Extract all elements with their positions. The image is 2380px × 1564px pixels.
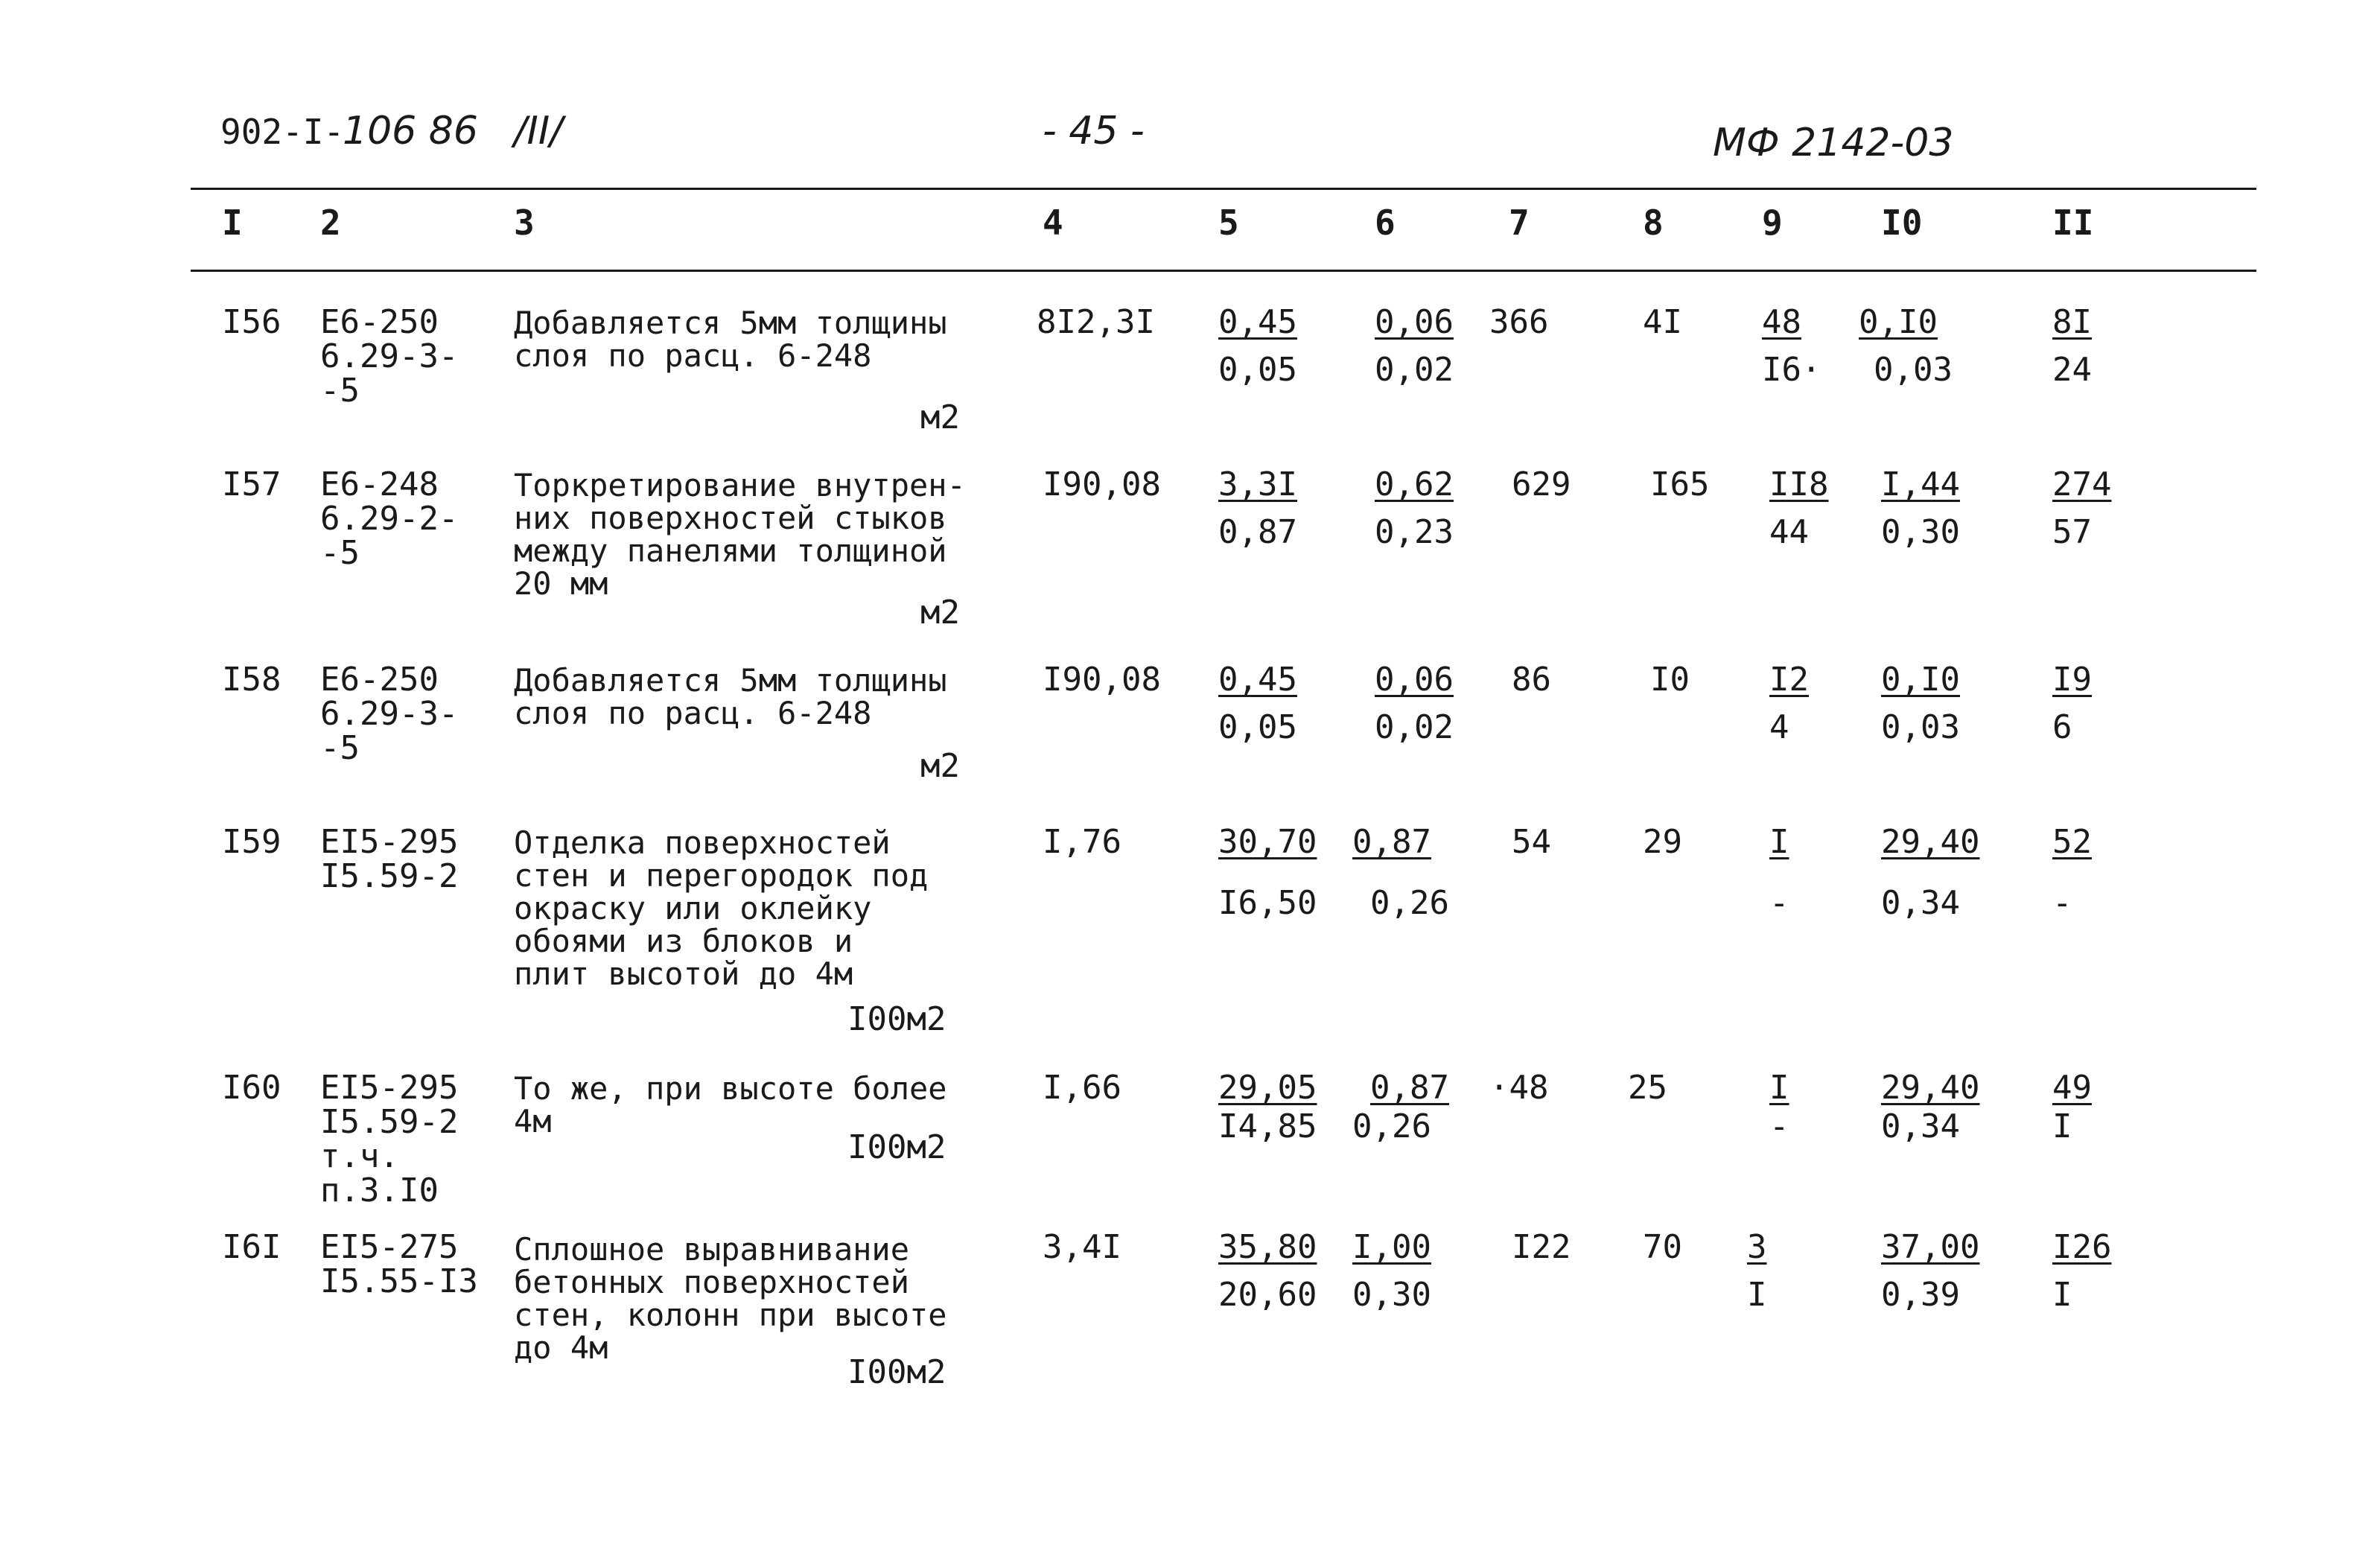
col6-bottom: 0,23 [1375, 513, 1454, 551]
row-number: I58 [222, 661, 281, 699]
rate-code: ЕI5-295 I5.59-2 т.ч. п.3.I0 [320, 1069, 459, 1209]
header-rule-top [191, 188, 2256, 190]
col6-top: 0,62 [1375, 465, 1454, 503]
col6-top: I,00 [1352, 1228, 1431, 1266]
col8: I0 [1650, 661, 1690, 699]
col5-bottom: 0,05 [1218, 708, 1297, 746]
col11-bottom: I [2052, 1276, 2072, 1314]
unit: I00м2 [847, 1353, 946, 1391]
col9-bottom: 4 [1769, 708, 1789, 746]
reference-code: МФ 2142-03 [1713, 121, 1954, 165]
quantity: 3,4I [1043, 1228, 1121, 1266]
col5-bottom: 0,05 [1218, 351, 1297, 389]
col11-top: 8I [2052, 303, 2092, 341]
col6-top: 0,06 [1375, 661, 1454, 699]
col11-bottom: - [2052, 884, 2072, 922]
col-5-header: 5 [1218, 203, 1239, 243]
col5-top: 3,3I [1218, 465, 1297, 503]
col11-top: 49 [2052, 1069, 2092, 1107]
col-3-header: 3 [514, 203, 535, 243]
col-6-header: 6 [1375, 203, 1396, 243]
col9-top: 3 [1747, 1228, 1767, 1266]
col7: 54 [1512, 823, 1551, 861]
col7: 366 [1489, 303, 1549, 341]
unit: м2 [920, 747, 960, 785]
col7: 629 [1512, 465, 1571, 503]
col5-top: 29,05 [1218, 1069, 1317, 1107]
work-description: Отделка поверхностей стен и перегородок под окраску или оклейку обоями из блоков и плит высотой до 4м [514, 824, 929, 992]
work-description: Добавляется 5мм толщины слоя по расц. 6-248 [514, 662, 947, 731]
col5-bottom: 20,60 [1218, 1276, 1317, 1314]
col10-top: I,44 [1881, 465, 1960, 503]
col9-top: I [1769, 823, 1789, 861]
col11-bottom: 57 [2052, 513, 2092, 551]
col10-bottom: 0,03 [1874, 351, 1953, 389]
col10-bottom: 0,34 [1881, 1107, 1960, 1145]
col10-top: 0,I0 [1881, 661, 1960, 699]
col11-top: I26 [2052, 1228, 2112, 1266]
col10-top: 29,40 [1881, 823, 1980, 861]
col11-bottom: I [2052, 1107, 2072, 1145]
rate-code: Е6-250 6.29-3- -5 [320, 303, 459, 410]
col7: I22 [1512, 1228, 1571, 1266]
col5-top: 0,45 [1218, 303, 1297, 341]
rate-code: ЕI5-295 I5.59-2 [320, 823, 459, 895]
col-7-header: 7 [1509, 203, 1530, 243]
unit: I00м2 [847, 1000, 946, 1038]
col9-top: 48 [1762, 303, 1801, 341]
col7: 86 [1512, 661, 1551, 699]
unit: м2 [920, 398, 960, 436]
row-number: I6I [222, 1228, 281, 1266]
col9-top: I [1769, 1069, 1789, 1107]
row-number: I60 [222, 1069, 281, 1107]
work-description: То же, при высоте более 4м [514, 1070, 947, 1139]
work-description: Торкретирование внутрен- них поверхностей стыков между панелями толщиной 20 мм [514, 467, 966, 602]
rate-code: Е6-248 6.29-2- -5 [320, 465, 459, 572]
col10-top: 37,00 [1881, 1228, 1980, 1266]
header-rule-bottom [191, 270, 2256, 272]
sheet-number: /II/ [514, 109, 563, 153]
col5-top: 0,45 [1218, 661, 1297, 699]
col-8-header: 8 [1643, 203, 1664, 243]
col-10-header: I0 [1881, 203, 1923, 243]
col8: I65 [1650, 465, 1710, 503]
row-number: I57 [222, 465, 281, 503]
unit: м2 [920, 594, 960, 632]
col9-top: I2 [1769, 661, 1809, 699]
quantity: I,66 [1043, 1069, 1121, 1107]
page-number: - 45 - [1043, 109, 1145, 153]
col10-top: 29,40 [1881, 1069, 1980, 1107]
col6-bottom: 0,30 [1352, 1276, 1431, 1314]
col5-bottom: I6,50 [1218, 884, 1317, 922]
rate-code: Е6-250 6.29-3- -5 [320, 661, 459, 767]
col6-bottom: 0,02 [1375, 351, 1454, 389]
col-9-header: 9 [1762, 203, 1783, 243]
col8: 29 [1643, 823, 1682, 861]
col6-bottom: 0,02 [1375, 708, 1454, 746]
quantity: I90,08 [1043, 465, 1161, 503]
col11-bottom: 24 [2052, 351, 2092, 389]
quantity: I90,08 [1043, 661, 1161, 699]
quantity: I,76 [1043, 823, 1121, 861]
col10-bottom: 0,39 [1881, 1276, 1960, 1314]
doc-code-handwritten: 106 86 [343, 109, 478, 153]
unit: I00м2 [847, 1128, 946, 1166]
col5-top: 35,80 [1218, 1228, 1317, 1266]
col-4-header: 4 [1043, 203, 1063, 243]
col6-top: 0,06 [1375, 303, 1454, 341]
col10-bottom: 0,03 [1881, 708, 1960, 746]
col10-bottom: 0,30 [1881, 513, 1960, 551]
col8: 70 [1643, 1228, 1682, 1266]
col9-bottom: - [1769, 884, 1789, 922]
col6-bottom: 0,26 [1352, 1107, 1431, 1145]
row-number: I56 [222, 303, 281, 341]
col7: ·48 [1489, 1069, 1549, 1107]
col8: 4I [1643, 303, 1682, 341]
col9-bottom: - [1769, 1107, 1789, 1145]
col5-bottom: I4,85 [1218, 1107, 1317, 1145]
col10-bottom: 0,34 [1881, 884, 1960, 922]
col9-bottom: 44 [1769, 513, 1809, 551]
col9-top: II8 [1769, 465, 1829, 503]
work-description: Добавляется 5мм толщины слоя по расц. 6-248 [514, 305, 947, 374]
col6-top: 0,87 [1352, 823, 1431, 861]
col6-top: 0,87 [1370, 1069, 1449, 1107]
col6-bottom: 0,26 [1370, 884, 1449, 922]
col9-bottom: I6· [1762, 351, 1821, 389]
col11-top: 52 [2052, 823, 2092, 861]
col11-top: 274 [2052, 465, 2112, 503]
col5-top: 30,70 [1218, 823, 1317, 861]
doc-code: 902-I- [220, 112, 345, 152]
col11-bottom: 6 [2052, 708, 2072, 746]
quantity: 8I2,3I [1037, 303, 1155, 341]
row-number: I59 [222, 823, 281, 861]
col10-top: 0,I0 [1859, 303, 1938, 341]
col-11-header: II [2052, 203, 2094, 243]
col9-bottom: I [1747, 1276, 1767, 1314]
col5-bottom: 0,87 [1218, 513, 1297, 551]
work-description: Сплошное выравнивание бетонных поверхностей стен, колонн при высоте до 4м [514, 1231, 947, 1366]
col8: 25 [1628, 1069, 1667, 1107]
col11-top: I9 [2052, 661, 2092, 699]
rate-code: ЕI5-275 I5.55-I3 [320, 1228, 478, 1300]
col-2-header: 2 [320, 203, 341, 243]
col-1-header: I [222, 203, 243, 243]
